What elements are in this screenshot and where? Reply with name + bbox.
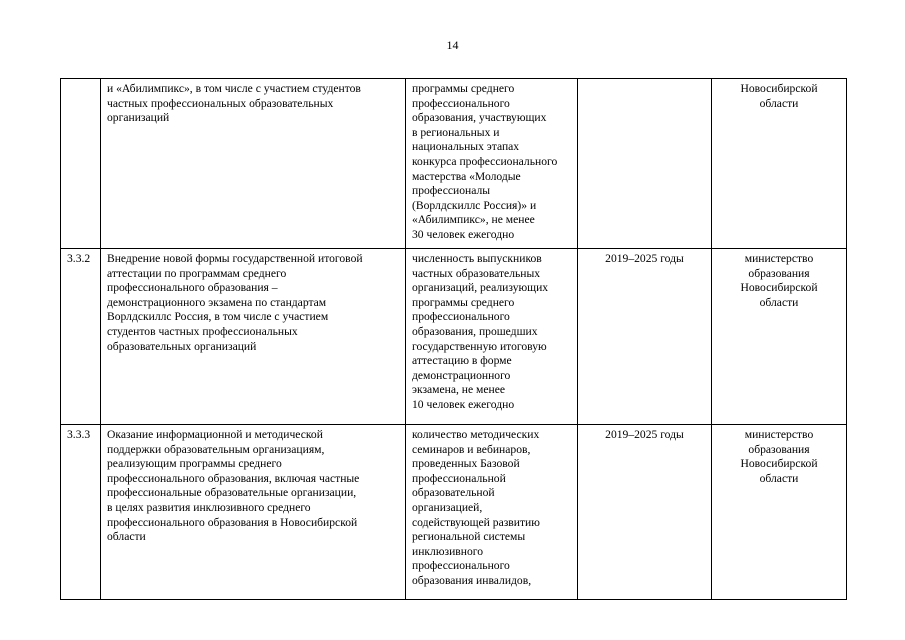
responsible-executor: министерство образования Новосибирской области xyxy=(712,425,847,600)
event-description: Оказание информационной и методической поддержки образовательным организациям, реализующим программы среднего профессионального образования, включая частные профессиональные образовательные организации, в целях развития инклюзивного среднего профессионального образования в Новосибирской области xyxy=(101,425,406,600)
table-row xyxy=(61,425,847,600)
row-number: 3.3.2 xyxy=(61,249,101,425)
implementation-period: 2019–2025 годы xyxy=(578,249,712,425)
implementation-period xyxy=(578,79,712,249)
target-indicator: количество методических семинаров и вебинаров, проведенных Базовой профессиональной образовательной организацией, содействующей развитию региональной системы инклюзивного профессионального образования инвалидов, xyxy=(406,425,578,600)
responsible-executor: министерство образования Новосибирской области xyxy=(712,249,847,425)
page-number: 14 xyxy=(446,38,459,52)
event-description: Внедрение новой формы государственной итоговой аттестации по программам среднего профессионального образования – демонстрационного экзамена по стандартам Ворлдскиллс Россия, в том числе с участием студентов частных профессиональных образовательных организаций xyxy=(101,249,406,425)
implementation-period: 2019–2025 годы xyxy=(578,425,712,600)
action-plan-table xyxy=(60,78,847,600)
row-number: 3.3.3 xyxy=(61,425,101,600)
target-indicator: численность выпускников частных образовательных организаций, реализующих программы среднего профессионального образования, прошедших государственную итоговую аттестацию в форме демонстрационного экзамена, не менее 10 человек ежегодно xyxy=(406,249,578,425)
table-row xyxy=(61,249,847,425)
table-row xyxy=(61,79,847,249)
event-description: и «Абилимпикс», в том числе с участием студентов частных профессиональных образовательных организаций xyxy=(101,79,406,249)
row-number xyxy=(61,79,101,249)
responsible-executor: Новосибирской области xyxy=(712,79,847,249)
target-indicator: программы среднего профессионального образования, участвующих в региональных и национальных этапах конкурса профессионального мастерства «Молодые профессионалы (Ворлдскиллс Россия)» и «Абилимпикс», не менее 30 человек ежегодно xyxy=(406,79,578,249)
